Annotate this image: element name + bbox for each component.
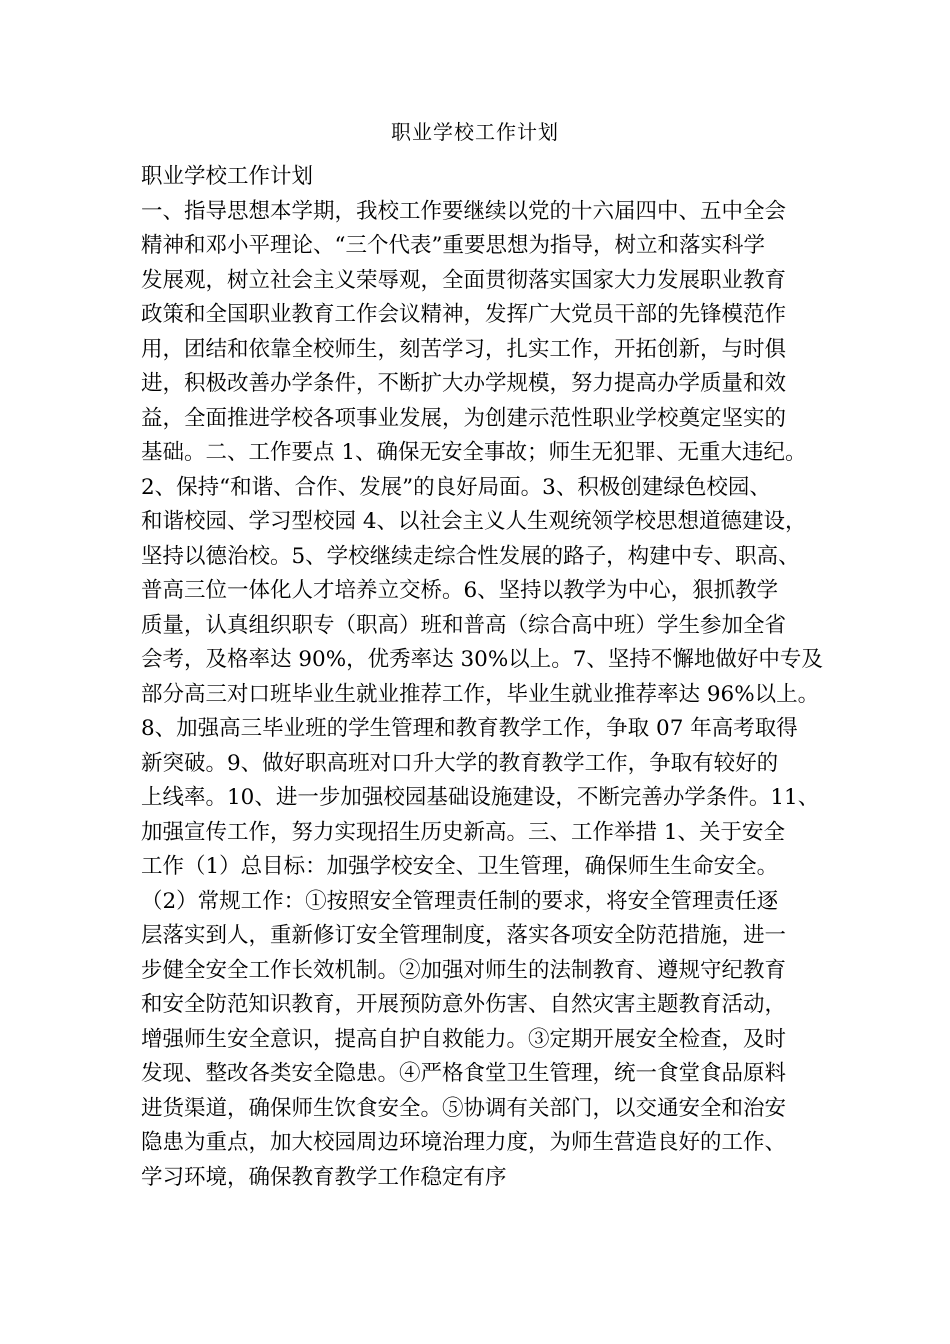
body-line: 用，团结和依靠全校师生，刻苦学习，扎实工作，开拓创新，与时俱 [141, 336, 787, 362]
body-line: 政策和全国职业教育工作会议精神，发挥广大党员干部的先锋模范作 [141, 302, 787, 327]
body-line: 会考，及格率达 90%，优秀率达 30%以上。7、坚持不懈地做好中专及 [141, 647, 823, 672]
body-line: 步健全安全工作长效机制。②加强对师生的法制教育、遵规守纪教育 [141, 957, 787, 983]
body-line-subtitle: 职业学校工作计划 [141, 164, 314, 189]
body-line: 进货渠道，确保师生饮食安全。⑤协调有关部门，以交通安全和治安 [141, 1095, 787, 1121]
body-line: 质量，认真组织职专（职高）班和普高（综合高中班）学生参加全省 [141, 612, 787, 638]
body-line: 和安全防范知识教育，开展预防意外伤害、自然灾害主题教育活动， [141, 992, 787, 1017]
body-line: 坚持以德治校。5、学校继续走综合性发展的路子，构建中专、职高、 [141, 543, 800, 569]
body-line: （2）常规工作：①按照安全管理责任制的要求，将安全管理责任逐 [141, 888, 779, 914]
body-line: 部分高三对口班毕业生就业推荐工作，毕业生就业推荐率达 96%以上。 [141, 681, 820, 707]
body-line: 发现、整改各类安全隐患。④严格食堂卫生管理，统一食堂食品原料 [141, 1061, 787, 1086]
body-line: 普高三位一体化人才培养立交桥。6、坚持以教学为中心，狠抓教学 [141, 578, 779, 603]
body-line: 加强宣传工作，努力实现招生历史新高。三、工作举措 1、关于安全 [141, 819, 786, 845]
body-line: 层落实到人，重新修订安全管理制度，落实各项安全防范措施，进一 [141, 923, 787, 948]
body-line: 2、保持“和谐、合作、发展”的良好局面。3、积极创建绿色校园、 [141, 474, 771, 500]
body-line: 进，积极改善办学条件，不断扩大办学规模，努力提高办学质量和效 [141, 371, 787, 396]
body-line: 增强师生安全意识，提高自护自救能力。③定期开展安全检查，及时 [141, 1026, 787, 1052]
body-line: 8、加强高三毕业班的学生管理和教育教学工作，争取 07 年高考取得 [141, 716, 798, 741]
body-line: 学习环境，确保教育教学工作稳定有序 [141, 1164, 507, 1190]
body-line: 益，全面推进学校各项事业发展，为创建示范性职业学校奠定坚实的 [141, 405, 787, 431]
body-line: 新突破。9、做好职高班对口升大学的教育教学工作，争取有较好的 [141, 750, 779, 776]
body-line: 工作（1）总目标：加强学校安全、卫生管理，确保师生生命安全。 [141, 854, 779, 879]
body-line: 精神和邓小平理论、“三个代表”重要思想为指导，树立和落实科学 [141, 233, 765, 258]
body-line: 隐患为重点，加大校园周边环境治理力度，为师生营造良好的工作、 [141, 1130, 787, 1155]
body-line: 和谐校园、学习型校园 4、以社会主义人生观统领学校思想道德建设， [141, 509, 807, 534]
body-line: 基础。二、工作要点 1、确保无安全事故；师生无犯罪、无重大违纪。 [141, 440, 807, 465]
body-line: 一、指导思想本学期，我校工作要继续以党的十六届四中、五中全会 [141, 198, 787, 224]
document-title: 职业学校工作计划 [391, 120, 559, 144]
body-line: 上线率。10、进一步加强校园基础设施建设，不断完善办学条件。11、 [141, 785, 820, 810]
body-line: 发展观，树立社会主义荣辱观，全面贯彻落实国家大力发展职业教育 [141, 267, 787, 293]
document-body [141, 160, 837, 1195]
